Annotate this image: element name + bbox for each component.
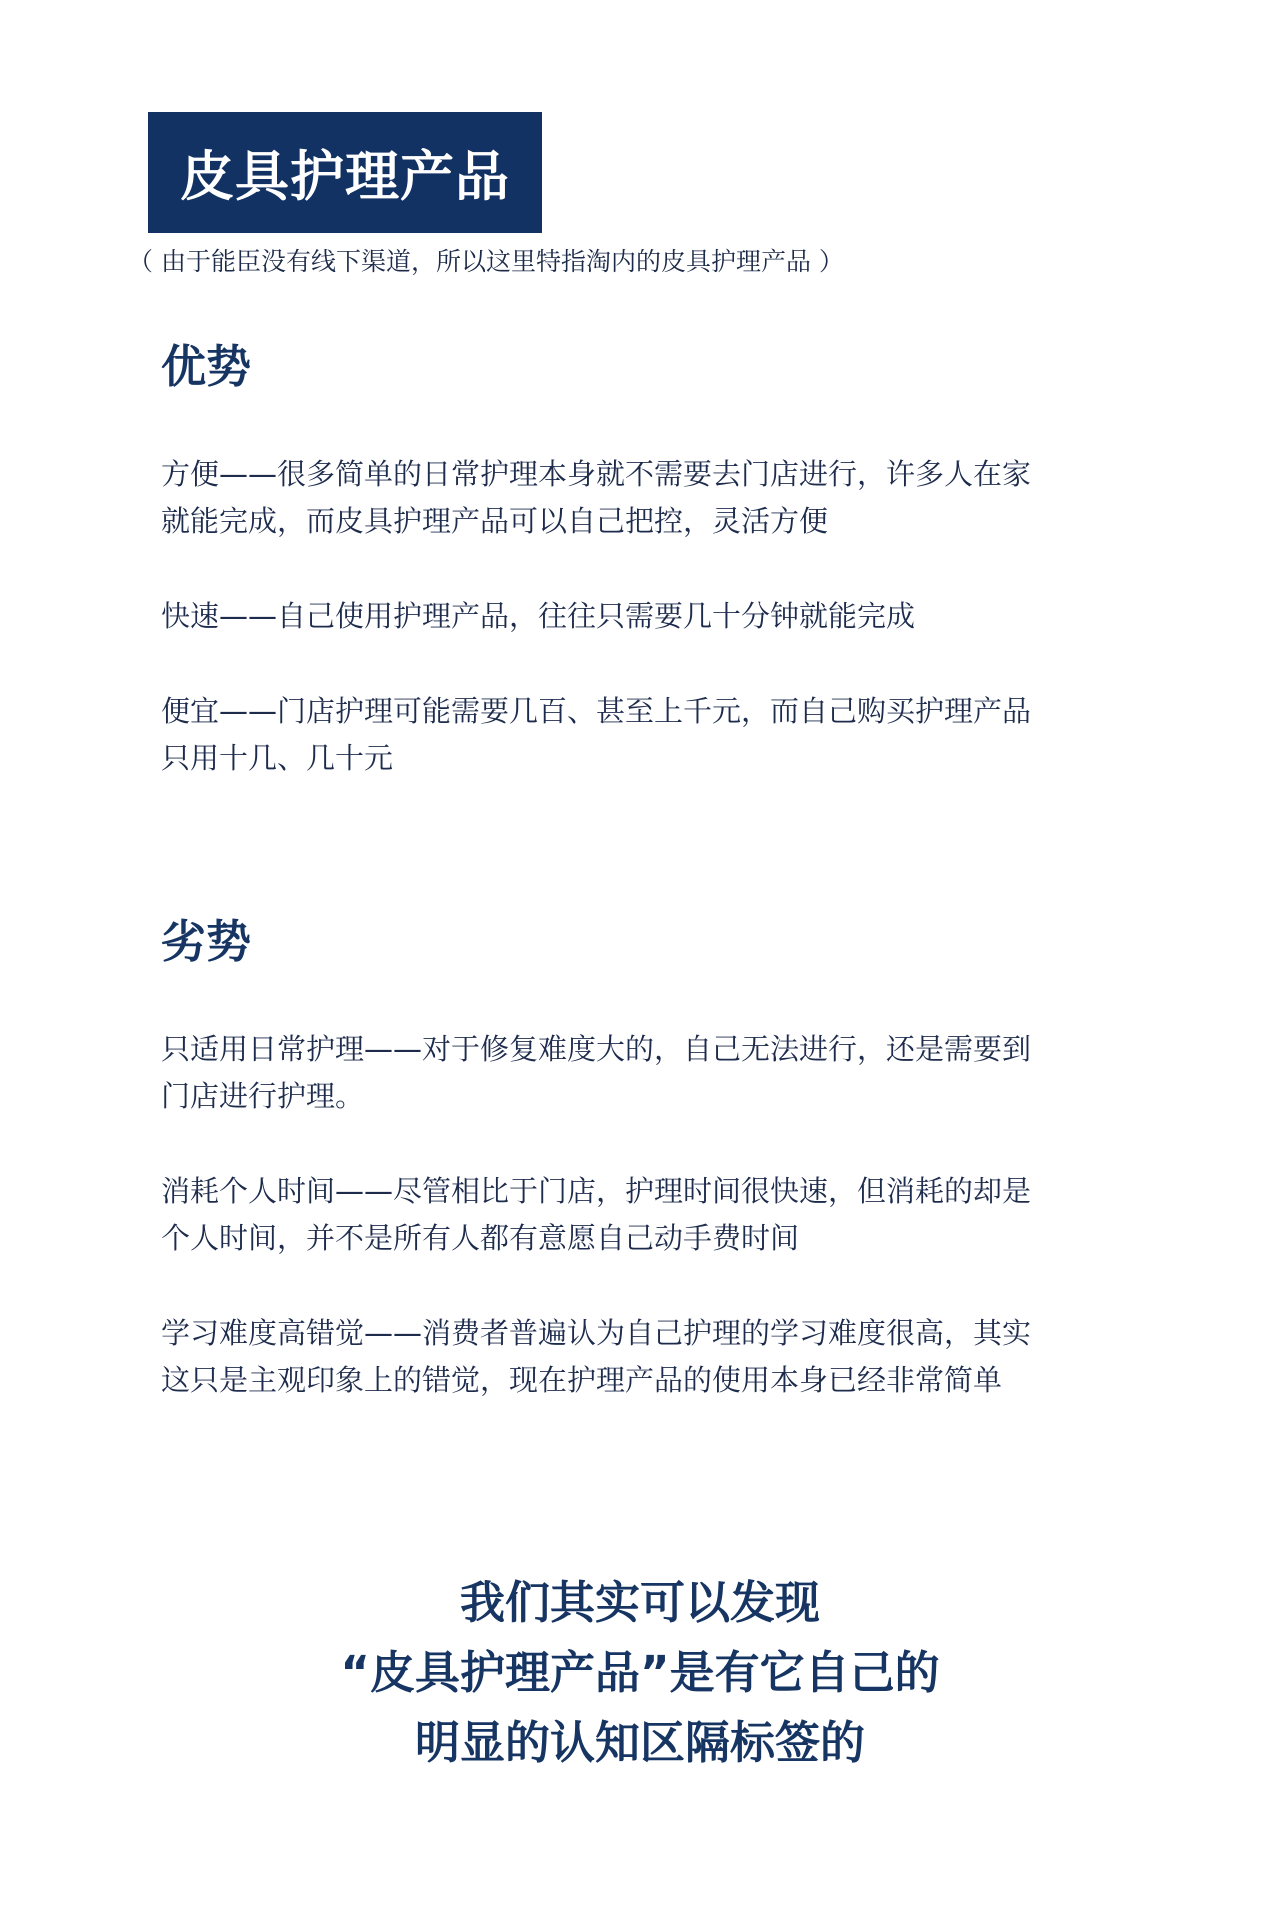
conclusion-line-1: 我们其实可以发现 <box>459 1576 820 1629</box>
conclusion-line-2: “皮具护理产品”是有它自己的 <box>340 1646 940 1699</box>
disadvantages-heading: 劣势 <box>161 915 252 968</box>
title-banner <box>148 112 542 233</box>
subtitle-note: （ 由于能臣没有线下渠道，所以这里特指淘内的皮具护理产品 ） <box>128 247 844 276</box>
advantage-item-cheap: 便宜——门店护理可能需要几百、甚至上千元，而自己购买护理产品只用十几、几十元 <box>161 694 1032 775</box>
conclusion-block <box>0 1568 1280 1778</box>
advantage-item-convenient: 方便——很多简单的日常护理本身就不需要去门店进行，许多人在家就能完成，而皮具护理产品可以自己把控，灵活方便 <box>161 457 1032 538</box>
advantages-heading: 优势 <box>161 340 252 393</box>
disadvantage-item-daily-only: 只适用日常护理——对于修复难度大的，自己无法进行，还是需要到门店进行护理。 <box>161 1032 1032 1113</box>
conclusion-line-3: 明显的认知区隔标签的 <box>414 1716 865 1769</box>
disadvantage-item-time: 消耗个人时间——尽管相比于门店，护理时间很快速，但消耗的却是个人时间，并不是所有人都有意愿自己动手费时间 <box>161 1174 1032 1255</box>
disadvantage-item-learning: 学习难度高错觉——消费者普遍认为自己护理的学习难度很高，其实这只是主观印象上的错觉，现在护理产品的使用本身已经非常简单 <box>161 1316 1032 1397</box>
page-title: 皮具护理产品 <box>180 145 510 208</box>
advantage-item-fast: 快速——自己使用护理产品，往往只需要几十分钟就能完成 <box>161 599 916 633</box>
